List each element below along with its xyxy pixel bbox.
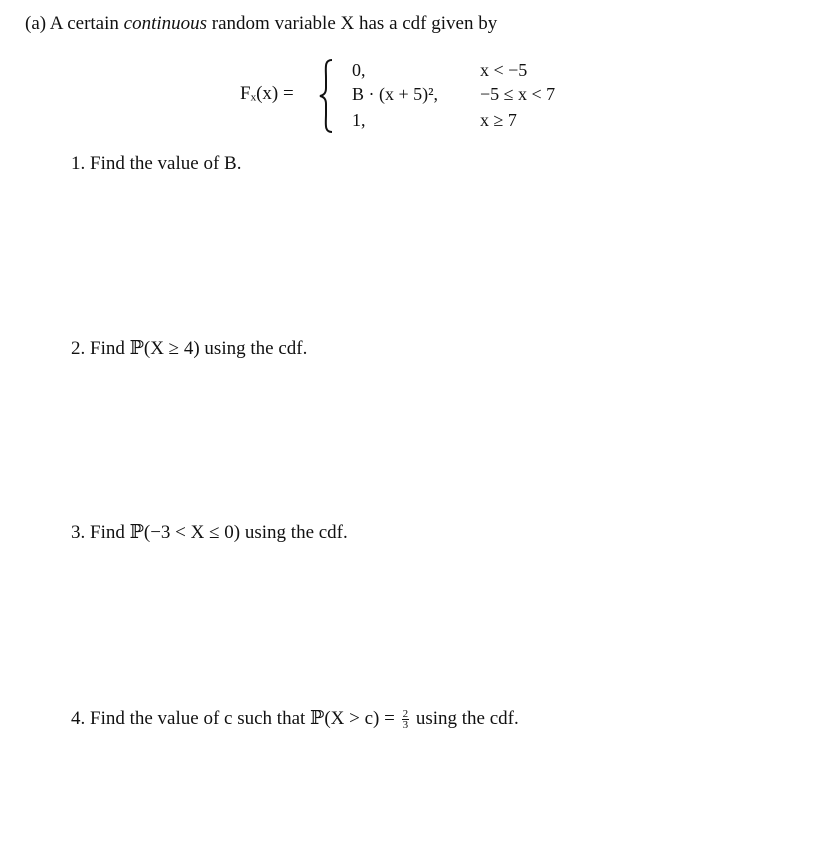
question-1: 1. Find the value of B.: [71, 153, 242, 174]
case-condition-1: x < −5: [480, 60, 528, 80]
case-condition-2: −5 ≤ x < 7: [480, 84, 556, 104]
intro-prefix: (a) A certain: [25, 13, 124, 34]
case-value-2: B · (x + 5)²,: [352, 84, 439, 104]
case-condition-3: x ≥ 7: [480, 110, 517, 130]
intro-text: [25, 12, 497, 36]
left-brace-icon: [318, 58, 336, 134]
case-value-3: 1,: [352, 110, 366, 130]
cdf-label: Fₓ(x) =: [240, 83, 294, 104]
question-2: 2. Find ℙ(X ≥ 4) using the cdf.: [71, 338, 308, 359]
intro-emphasis: continuous: [123, 13, 208, 34]
fraction-numerator: 2: [402, 708, 409, 721]
question-4-after: using the cdf.: [415, 708, 519, 729]
fraction-denominator: 3: [402, 719, 409, 732]
case-value-1: 0,: [352, 60, 366, 80]
fraction-two-thirds: [402, 709, 410, 730]
intro-suffix: random variable X has a cdf given by: [207, 13, 498, 34]
question-4-before: 4. Find the value of c such that ℙ(X > c) =: [71, 708, 395, 729]
question-4: [71, 707, 519, 731]
question-3: 3. Find ℙ(−3 < X ≤ 0) using the cdf.: [71, 522, 348, 543]
